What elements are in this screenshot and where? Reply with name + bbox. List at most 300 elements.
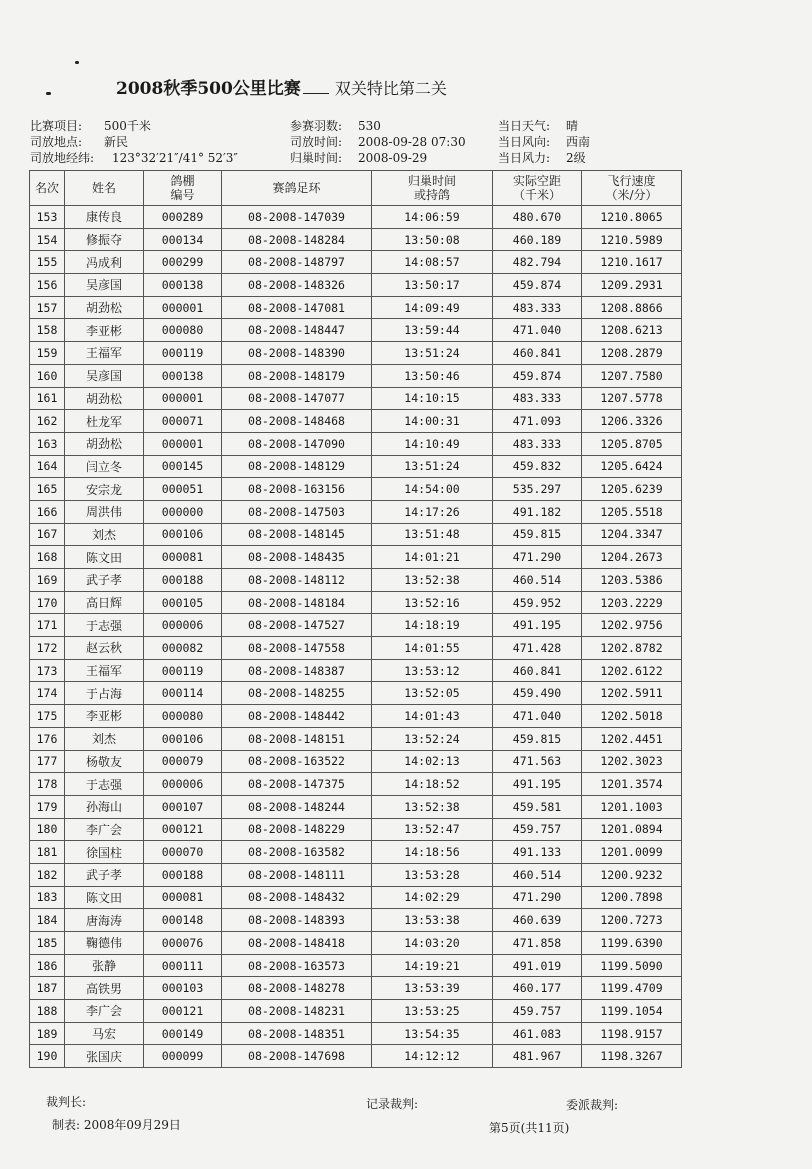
distance-cell: 491.133 bbox=[493, 841, 582, 864]
ring-cell: 08-2008-148418 bbox=[222, 932, 372, 955]
info-row: 归巢时间: 2008-09-29 bbox=[290, 151, 428, 165]
distance-cell: 480.670 bbox=[493, 206, 582, 229]
table-row bbox=[30, 569, 682, 592]
name-cell: 吴彦国 bbox=[65, 274, 144, 297]
speed-cell: 1200.9232 bbox=[582, 863, 682, 886]
table-row bbox=[30, 682, 682, 705]
arrival-time-cell: 13:53:39 bbox=[372, 977, 493, 1000]
scan-mark bbox=[46, 92, 51, 95]
ring-cell: 08-2008-148112 bbox=[222, 569, 372, 592]
loft-id-cell: 000001 bbox=[144, 432, 222, 455]
arrival-time-cell: 14:03:20 bbox=[372, 932, 493, 955]
ring-cell: 08-2008-148390 bbox=[222, 342, 372, 365]
record-judge-label: 记录裁判: bbox=[366, 1097, 419, 1111]
rank-cell: 180 bbox=[30, 818, 65, 841]
arrival-time-cell: 14:18:19 bbox=[372, 614, 493, 637]
rank-cell: 156 bbox=[30, 274, 65, 297]
table-row bbox=[30, 432, 682, 455]
ring-cell: 08-2008-163582 bbox=[222, 841, 372, 864]
ring-cell: 08-2008-147527 bbox=[222, 614, 372, 637]
distance-cell: 459.874 bbox=[493, 274, 582, 297]
rank-cell: 187 bbox=[30, 977, 65, 1000]
loft-id-cell: 000001 bbox=[144, 387, 222, 410]
arrival-time-cell: 14:18:56 bbox=[372, 841, 493, 864]
name-cell: 张国庆 bbox=[65, 1045, 144, 1068]
arrival-time-cell: 14:01:21 bbox=[372, 546, 493, 569]
distance-cell: 491.195 bbox=[493, 614, 582, 637]
speed-cell: 1208.2879 bbox=[582, 342, 682, 365]
column-header: 归巢时间 或持鸽 bbox=[372, 171, 493, 206]
arrival-time-cell: 13:51:24 bbox=[372, 455, 493, 478]
assigned-judge-label: 委派裁判: bbox=[566, 1098, 619, 1112]
page-number: 第5页(共11页) bbox=[489, 1121, 570, 1135]
table-row bbox=[30, 319, 682, 342]
distance-cell: 471.290 bbox=[493, 886, 582, 909]
table-row bbox=[30, 387, 682, 410]
name-cell: 李亚彬 bbox=[65, 319, 144, 342]
arrival-time-cell: 14:12:12 bbox=[372, 1045, 493, 1068]
arrival-time-cell: 14:17:26 bbox=[372, 500, 493, 523]
loft-id-cell: 000001 bbox=[144, 296, 222, 319]
speed-cell: 1201.0894 bbox=[582, 818, 682, 841]
info-row: 参赛羽数: 530 bbox=[290, 119, 381, 133]
distance-cell: 460.514 bbox=[493, 863, 582, 886]
ring-cell: 08-2008-163573 bbox=[222, 954, 372, 977]
arrival-time-cell: 14:10:49 bbox=[372, 432, 493, 455]
loft-id-cell: 000051 bbox=[144, 478, 222, 501]
distance-cell: 471.428 bbox=[493, 637, 582, 660]
distance-cell: 459.581 bbox=[493, 795, 582, 818]
table-row bbox=[30, 523, 682, 546]
arrival-time-cell: 13:59:44 bbox=[372, 319, 493, 342]
table-row bbox=[30, 705, 682, 728]
rank-cell: 170 bbox=[30, 591, 65, 614]
loft-id-cell: 000079 bbox=[144, 750, 222, 773]
ring-cell: 08-2008-148284 bbox=[222, 228, 372, 251]
name-cell: 马宏 bbox=[65, 1022, 144, 1045]
info-col1 bbox=[30, 118, 238, 166]
arrival-time-cell: 13:52:24 bbox=[372, 727, 493, 750]
loft-id-cell: 000138 bbox=[144, 364, 222, 387]
name-cell: 刘杰 bbox=[65, 523, 144, 546]
speed-cell: 1202.9756 bbox=[582, 614, 682, 637]
rank-cell: 177 bbox=[30, 750, 65, 773]
arrival-time-cell: 13:53:28 bbox=[372, 863, 493, 886]
name-cell: 于志强 bbox=[65, 773, 144, 796]
speed-cell: 1204.2673 bbox=[582, 546, 682, 569]
distance-cell: 459.757 bbox=[493, 1000, 582, 1023]
loft-id-cell: 000071 bbox=[144, 410, 222, 433]
ring-cell: 08-2008-147077 bbox=[222, 387, 372, 410]
arrival-time-cell: 14:10:15 bbox=[372, 387, 493, 410]
speed-cell: 1204.3347 bbox=[582, 523, 682, 546]
info-row: 比赛项目: 500千米 bbox=[30, 119, 151, 133]
speed-cell: 1202.5018 bbox=[582, 705, 682, 728]
loft-id-cell: 000082 bbox=[144, 637, 222, 660]
column-header: 实际空距 （千米） bbox=[493, 171, 582, 206]
rank-cell: 190 bbox=[30, 1045, 65, 1068]
table-row bbox=[30, 977, 682, 1000]
table-row bbox=[30, 1022, 682, 1045]
name-cell: 唐海涛 bbox=[65, 909, 144, 932]
loft-id-cell: 000000 bbox=[144, 500, 222, 523]
arrival-time-cell: 13:50:46 bbox=[372, 364, 493, 387]
loft-id-cell: 000138 bbox=[144, 274, 222, 297]
arrival-time-cell: 14:09:49 bbox=[372, 296, 493, 319]
arrival-time-cell: 14:01:55 bbox=[372, 637, 493, 660]
ring-cell: 08-2008-147090 bbox=[222, 432, 372, 455]
speed-cell: 1205.5518 bbox=[582, 500, 682, 523]
distance-cell: 460.639 bbox=[493, 909, 582, 932]
rank-cell: 186 bbox=[30, 954, 65, 977]
info-col2 bbox=[290, 118, 466, 166]
table-row bbox=[30, 478, 682, 501]
loft-id-cell: 000081 bbox=[144, 886, 222, 909]
info-row: 司放时间: 2008-09-28 07:30 bbox=[290, 135, 466, 149]
loft-id-cell: 000134 bbox=[144, 228, 222, 251]
table-row bbox=[30, 228, 682, 251]
rank-cell: 189 bbox=[30, 1022, 65, 1045]
arrival-time-cell: 14:02:13 bbox=[372, 750, 493, 773]
results-table bbox=[29, 170, 682, 1068]
distance-cell: 459.952 bbox=[493, 591, 582, 614]
table-row bbox=[30, 274, 682, 297]
ring-cell: 08-2008-148797 bbox=[222, 251, 372, 274]
distance-cell: 459.832 bbox=[493, 455, 582, 478]
distance-cell: 491.019 bbox=[493, 954, 582, 977]
arrival-time-cell: 13:51:48 bbox=[372, 523, 493, 546]
distance-cell: 471.290 bbox=[493, 546, 582, 569]
name-cell: 康传良 bbox=[65, 206, 144, 229]
rank-cell: 175 bbox=[30, 705, 65, 728]
arrival-time-cell: 14:54:00 bbox=[372, 478, 493, 501]
rank-cell: 182 bbox=[30, 863, 65, 886]
name-cell: 陈文田 bbox=[65, 546, 144, 569]
ring-cell: 08-2008-148435 bbox=[222, 546, 372, 569]
table-row bbox=[30, 750, 682, 773]
ring-cell: 08-2008-148278 bbox=[222, 977, 372, 1000]
table-row bbox=[30, 342, 682, 365]
distance-cell: 491.195 bbox=[493, 773, 582, 796]
name-cell: 刘杰 bbox=[65, 727, 144, 750]
distance-cell: 460.177 bbox=[493, 977, 582, 1000]
table-row bbox=[30, 614, 682, 637]
name-cell: 闫立冬 bbox=[65, 455, 144, 478]
table-row bbox=[30, 954, 682, 977]
name-cell: 徐国柱 bbox=[65, 841, 144, 864]
speed-cell: 1203.2229 bbox=[582, 591, 682, 614]
rank-cell: 173 bbox=[30, 659, 65, 682]
arrival-time-cell: 13:52:16 bbox=[372, 591, 493, 614]
arrival-time-cell: 13:54:35 bbox=[372, 1022, 493, 1045]
loft-id-cell: 000119 bbox=[144, 342, 222, 365]
name-cell: 赵云秋 bbox=[65, 637, 144, 660]
arrival-time-cell: 13:52:05 bbox=[372, 682, 493, 705]
name-cell: 修振夺 bbox=[65, 228, 144, 251]
distance-cell: 460.841 bbox=[493, 342, 582, 365]
ring-cell: 08-2008-148129 bbox=[222, 455, 372, 478]
name-cell: 孙海山 bbox=[65, 795, 144, 818]
speed-cell: 1210.1617 bbox=[582, 251, 682, 274]
arrival-time-cell: 13:50:08 bbox=[372, 228, 493, 251]
name-cell: 李广会 bbox=[65, 818, 144, 841]
rank-cell: 160 bbox=[30, 364, 65, 387]
arrival-time-cell: 14:01:43 bbox=[372, 705, 493, 728]
name-cell: 李亚彬 bbox=[65, 705, 144, 728]
ring-cell: 08-2008-148179 bbox=[222, 364, 372, 387]
loft-id-cell: 000076 bbox=[144, 932, 222, 955]
ring-cell: 08-2008-148326 bbox=[222, 274, 372, 297]
name-cell: 杜龙军 bbox=[65, 410, 144, 433]
name-cell: 于占海 bbox=[65, 682, 144, 705]
ring-cell: 08-2008-148351 bbox=[222, 1022, 372, 1045]
distance-cell: 483.333 bbox=[493, 387, 582, 410]
table-row bbox=[30, 206, 682, 229]
rank-cell: 181 bbox=[30, 841, 65, 864]
name-cell: 吴彦国 bbox=[65, 364, 144, 387]
loft-id-cell: 000006 bbox=[144, 614, 222, 637]
rank-cell: 185 bbox=[30, 932, 65, 955]
info-row: 司放地经纬: 123°32′21″/41° 52′3″ bbox=[30, 151, 238, 165]
ring-cell: 08-2008-147039 bbox=[222, 206, 372, 229]
loft-id-cell: 000148 bbox=[144, 909, 222, 932]
table-row bbox=[30, 637, 682, 660]
name-cell: 张静 bbox=[65, 954, 144, 977]
distance-cell: 460.514 bbox=[493, 569, 582, 592]
distance-cell: 471.563 bbox=[493, 750, 582, 773]
name-cell: 高日辉 bbox=[65, 591, 144, 614]
speed-cell: 1199.5090 bbox=[582, 954, 682, 977]
loft-id-cell: 000114 bbox=[144, 682, 222, 705]
ring-cell: 08-2008-163522 bbox=[222, 750, 372, 773]
column-header: 鸽棚 编号 bbox=[144, 171, 222, 206]
distance-cell: 471.040 bbox=[493, 705, 582, 728]
ring-cell: 08-2008-148442 bbox=[222, 705, 372, 728]
table-row bbox=[30, 1000, 682, 1023]
table-row bbox=[30, 909, 682, 932]
table-row bbox=[30, 841, 682, 864]
info-row: 当日风向: 西南 bbox=[498, 135, 591, 149]
arrival-time-cell: 14:18:52 bbox=[372, 773, 493, 796]
distance-cell: 483.333 bbox=[493, 432, 582, 455]
speed-cell: 1200.7273 bbox=[582, 909, 682, 932]
speed-cell: 1210.8065 bbox=[582, 206, 682, 229]
ring-cell: 08-2008-147698 bbox=[222, 1045, 372, 1068]
ring-cell: 08-2008-147375 bbox=[222, 773, 372, 796]
rank-cell: 162 bbox=[30, 410, 65, 433]
speed-cell: 1202.8782 bbox=[582, 637, 682, 660]
arrival-time-cell: 13:51:24 bbox=[372, 342, 493, 365]
speed-cell: 1202.3023 bbox=[582, 750, 682, 773]
distance-cell: 460.841 bbox=[493, 659, 582, 682]
rank-cell: 159 bbox=[30, 342, 65, 365]
speed-cell: 1208.8866 bbox=[582, 296, 682, 319]
loft-id-cell: 000106 bbox=[144, 727, 222, 750]
title-main: 2008秋季500公里比赛 bbox=[116, 79, 301, 99]
speed-cell: 1199.4709 bbox=[582, 977, 682, 1000]
ring-cell: 08-2008-148447 bbox=[222, 319, 372, 342]
info-row: 当日风力: 2级 bbox=[498, 151, 586, 165]
name-cell: 胡劲松 bbox=[65, 296, 144, 319]
distance-cell: 460.189 bbox=[493, 228, 582, 251]
table-row bbox=[30, 591, 682, 614]
column-header: 姓名 bbox=[65, 171, 144, 206]
rank-cell: 183 bbox=[30, 886, 65, 909]
loft-id-cell: 000103 bbox=[144, 977, 222, 1000]
loft-id-cell: 000107 bbox=[144, 795, 222, 818]
rank-cell: 169 bbox=[30, 569, 65, 592]
distance-cell: 535.297 bbox=[493, 478, 582, 501]
distance-cell: 459.815 bbox=[493, 727, 582, 750]
table-row bbox=[30, 795, 682, 818]
arrival-time-cell: 14:19:21 bbox=[372, 954, 493, 977]
ring-cell: 08-2008-148111 bbox=[222, 863, 372, 886]
table-row bbox=[30, 364, 682, 387]
table-row bbox=[30, 773, 682, 796]
speed-cell: 1199.1054 bbox=[582, 1000, 682, 1023]
loft-id-cell: 000106 bbox=[144, 523, 222, 546]
arrival-time-cell: 14:00:31 bbox=[372, 410, 493, 433]
rank-cell: 176 bbox=[30, 727, 65, 750]
distance-cell: 471.040 bbox=[493, 319, 582, 342]
rank-cell: 154 bbox=[30, 228, 65, 251]
speed-cell: 1201.0099 bbox=[582, 841, 682, 864]
arrival-time-cell: 13:52:38 bbox=[372, 795, 493, 818]
rank-cell: 167 bbox=[30, 523, 65, 546]
table-header-row bbox=[30, 171, 682, 206]
rank-cell: 163 bbox=[30, 432, 65, 455]
speed-cell: 1199.6390 bbox=[582, 932, 682, 955]
table-row bbox=[30, 659, 682, 682]
speed-cell: 1205.8705 bbox=[582, 432, 682, 455]
info-row: 当日天气: 晴 bbox=[498, 119, 579, 133]
name-cell: 鞠德伟 bbox=[65, 932, 144, 955]
table-row bbox=[30, 500, 682, 523]
title-underline bbox=[303, 92, 329, 94]
arrival-time-cell: 13:53:38 bbox=[372, 909, 493, 932]
distance-cell: 483.333 bbox=[493, 296, 582, 319]
loft-id-cell: 000081 bbox=[144, 546, 222, 569]
loft-id-cell: 000080 bbox=[144, 705, 222, 728]
ring-cell: 08-2008-148231 bbox=[222, 1000, 372, 1023]
rank-cell: 174 bbox=[30, 682, 65, 705]
info-col3 bbox=[498, 118, 590, 166]
rank-cell: 172 bbox=[30, 637, 65, 660]
ring-cell: 08-2008-148229 bbox=[222, 818, 372, 841]
speed-cell: 1198.9157 bbox=[582, 1022, 682, 1045]
loft-id-cell: 000121 bbox=[144, 818, 222, 841]
table-row bbox=[30, 863, 682, 886]
name-cell: 高铁男 bbox=[65, 977, 144, 1000]
name-cell: 李广会 bbox=[65, 1000, 144, 1023]
speed-cell: 1198.3267 bbox=[582, 1045, 682, 1068]
distance-cell: 482.794 bbox=[493, 251, 582, 274]
table-row bbox=[30, 251, 682, 274]
ring-cell: 08-2008-147503 bbox=[222, 500, 372, 523]
distance-cell: 481.967 bbox=[493, 1045, 582, 1068]
speed-cell: 1200.7898 bbox=[582, 886, 682, 909]
loft-id-cell: 000119 bbox=[144, 659, 222, 682]
page-title bbox=[116, 74, 447, 99]
table-row bbox=[30, 455, 682, 478]
loft-id-cell: 000080 bbox=[144, 319, 222, 342]
rank-cell: 165 bbox=[30, 478, 65, 501]
table-row bbox=[30, 546, 682, 569]
ring-cell: 08-2008-148184 bbox=[222, 591, 372, 614]
speed-cell: 1203.5386 bbox=[582, 569, 682, 592]
rank-cell: 166 bbox=[30, 500, 65, 523]
distance-cell: 471.093 bbox=[493, 410, 582, 433]
table-row bbox=[30, 932, 682, 955]
speed-cell: 1209.2931 bbox=[582, 274, 682, 297]
loft-id-cell: 000099 bbox=[144, 1045, 222, 1068]
arrival-time-cell: 13:53:12 bbox=[372, 659, 493, 682]
column-header: 名次 bbox=[30, 171, 65, 206]
distance-cell: 459.757 bbox=[493, 818, 582, 841]
ring-cell: 08-2008-148151 bbox=[222, 727, 372, 750]
arrival-time-cell: 14:02:29 bbox=[372, 886, 493, 909]
loft-id-cell: 000006 bbox=[144, 773, 222, 796]
arrival-time-cell: 13:52:38 bbox=[372, 569, 493, 592]
info-row: 司放地点: 新民 bbox=[30, 135, 129, 149]
rank-cell: 178 bbox=[30, 773, 65, 796]
distance-cell: 461.083 bbox=[493, 1022, 582, 1045]
made-date: 制表: 2008年09月29日 bbox=[52, 1118, 181, 1132]
rank-cell: 184 bbox=[30, 909, 65, 932]
chief-judge-label: 裁判长: bbox=[46, 1095, 87, 1109]
name-cell: 冯成利 bbox=[65, 251, 144, 274]
speed-cell: 1205.6239 bbox=[582, 478, 682, 501]
speed-cell: 1207.5778 bbox=[582, 387, 682, 410]
loft-id-cell: 000299 bbox=[144, 251, 222, 274]
speed-cell: 1202.6122 bbox=[582, 659, 682, 682]
rank-cell: 168 bbox=[30, 546, 65, 569]
table-row bbox=[30, 818, 682, 841]
name-cell: 陈文田 bbox=[65, 886, 144, 909]
loft-id-cell: 000105 bbox=[144, 591, 222, 614]
table-row bbox=[30, 727, 682, 750]
rank-cell: 164 bbox=[30, 455, 65, 478]
ring-cell: 08-2008-148255 bbox=[222, 682, 372, 705]
distance-cell: 459.490 bbox=[493, 682, 582, 705]
speed-cell: 1202.4451 bbox=[582, 727, 682, 750]
name-cell: 胡劲松 bbox=[65, 387, 144, 410]
rank-cell: 155 bbox=[30, 251, 65, 274]
rank-cell: 161 bbox=[30, 387, 65, 410]
name-cell: 安宗龙 bbox=[65, 478, 144, 501]
title-sub: 双关特比第二关 bbox=[334, 79, 447, 98]
loft-id-cell: 000289 bbox=[144, 206, 222, 229]
speed-cell: 1205.6424 bbox=[582, 455, 682, 478]
speed-cell: 1207.7580 bbox=[582, 364, 682, 387]
speed-cell: 1201.1003 bbox=[582, 795, 682, 818]
name-cell: 于志强 bbox=[65, 614, 144, 637]
ring-cell: 08-2008-148393 bbox=[222, 909, 372, 932]
loft-id-cell: 000149 bbox=[144, 1022, 222, 1045]
table-body bbox=[30, 206, 682, 1068]
arrival-time-cell: 13:50:17 bbox=[372, 274, 493, 297]
arrival-time-cell: 14:08:57 bbox=[372, 251, 493, 274]
name-cell: 武子孝 bbox=[65, 569, 144, 592]
ring-cell: 08-2008-147081 bbox=[222, 296, 372, 319]
name-cell: 王福军 bbox=[65, 342, 144, 365]
speed-cell: 1206.3326 bbox=[582, 410, 682, 433]
rank-cell: 179 bbox=[30, 795, 65, 818]
rank-cell: 153 bbox=[30, 206, 65, 229]
loft-id-cell: 000145 bbox=[144, 455, 222, 478]
loft-id-cell: 000188 bbox=[144, 863, 222, 886]
speed-cell: 1201.3574 bbox=[582, 773, 682, 796]
